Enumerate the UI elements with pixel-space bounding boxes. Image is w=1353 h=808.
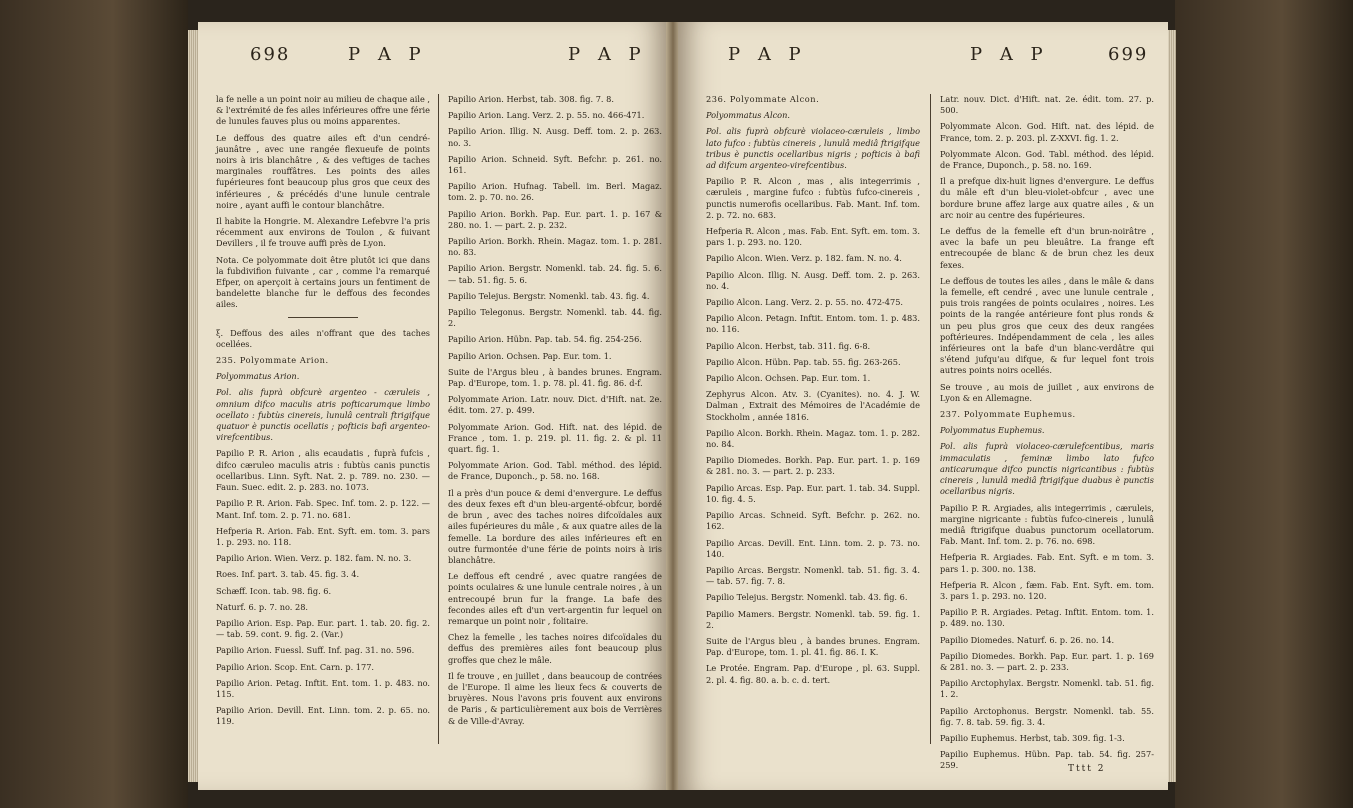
reference: Papilio Alcon. Petagn. Inftit. Entom. tom. 1. p. 483. no. 116.	[706, 313, 920, 335]
reference: Zephyrus Alcon. Atv. 3. (Cyanites). no. 4. J. W. Dalman , Extrait des Mémoires de l'Académie de Stockholm , année 1816.	[706, 389, 920, 422]
reference: Papilio Arion. Schneid. Syft. Befchr. p. 261. no. 161.	[448, 153, 662, 176]
reference: Papilio Arctophylax. Bergstr. Nomenkl. tab. 51. fig. 1. 2.	[940, 678, 1154, 700]
reference: Hefperia R. Alcon , mas. Fab. Ent. Syft. em. tom. 3. pars 1. p. 293. no. 120.	[706, 226, 920, 248]
reference: Polyommate Alcon. God. Tabl. méthod. des lépid. de France, Duponch., p. 58. no. 169.	[940, 148, 1154, 171]
reference: Papilio Arion. Bergstr. Nomenkl. tab. 24. fig. 5. 6. — tab. 51. fig. 5. 6.	[448, 263, 662, 285]
reference: Papilio Alcon. Wien. Verz. p. 182. fam. N. no. 4.	[706, 253, 902, 264]
right-page	[678, 22, 1168, 790]
description-paragraph: Se trouve , au mois de juillet , aux environs de Lyon & en Allemagne.	[940, 381, 1154, 403]
reference: Naturf. 6. p. 7. no. 28.	[216, 601, 309, 612]
reference: Papilio Alcon. Illig. N. Ausg. Deff. tom. 2. p. 263. no. 4.	[706, 269, 920, 291]
right-page-column-1	[706, 94, 920, 691]
left-page	[198, 22, 668, 790]
running-head-left-2: P A P	[568, 44, 647, 65]
species-latin-name: Polyommatus Euphemus.	[940, 425, 1045, 436]
reference: Papilio P. R. Arion. Fab. Spec. Inf. tom. 2. p. 122. — Mant. Inf. tom. 2. p. 71. no. 681.	[216, 498, 430, 520]
reference: Papilio Arion. Herbst, tab. 308. fig. 7. 8.	[448, 94, 614, 104]
column-rule-right	[930, 94, 931, 744]
reference: Roes. Inf. part. 3. tab. 45. fig. 3. 4.	[216, 569, 360, 580]
reference: Papilio Telegonus. Bergstr. Nomenkl. tab. 44. fig. 2.	[448, 307, 662, 329]
description-paragraph: Il a prefque dix-huit lignes d'envergure. Le deffus du mâle eft d'un bleu-violet-obfcur , avec une bordure brune affez large aux quatre ailes , & un arc noir au centre des fupérieures.	[940, 176, 1154, 220]
running-head-left-1: P A P	[348, 44, 427, 65]
species-title: 236. Polyommate Alcon.	[706, 94, 820, 104]
reference: Schæff. Icon. tab. 98. fig. 6.	[216, 585, 332, 596]
reference: Papilio Arion. Devill. Ent. Linn. tom. 2. p. 65. no. 119.	[216, 705, 430, 727]
reference: Papilio Arctophonus. Bergstr. Nomenkl. tab. 55. fig. 7. 8. tab. 59. fig. 3. 4.	[940, 705, 1154, 727]
left-page-column-1	[216, 94, 430, 733]
column-rule-left	[438, 94, 439, 744]
book-cover-left	[0, 0, 188, 808]
page-number-right: 699	[1108, 44, 1149, 65]
reference: Papilio Arion. Petag. Inftit. Ent. tom. 1. p. 483. no. 115.	[216, 677, 430, 699]
description-paragraph: Le deffus de la femelle eft d'un brun-noirâtre , avec la bafe un peu bleuâtre. La frange eft entrecoupée de blanc & de brun chez les deux fexes.	[940, 226, 1154, 270]
reference: Papilio Diomedes. Borkh. Pap. Eur. part. 1. p. 169 & 281. no. 3. — part. 2. p. 233.	[706, 455, 920, 477]
reference: Papilio Alcon. Lang. Verz. 2. p. 55. no. 472-475.	[706, 297, 904, 308]
reference: Papilio Arion. Esp. Pap. Eur. part. 1. tab. 20. fig. 2. — tab. 59. cont. 9. fig. 2. (Var.)	[216, 617, 430, 640]
reference: Papilio Arcas. Esp. Pap. Eur. part. 1. tab. 34. Suppl. 10. fig. 4. 5.	[706, 482, 920, 504]
reference: Papilio Arcas. Devill. Ent. Linn. tom. 2. p. 73. no. 140.	[706, 537, 920, 559]
reference: Le Protée. Engram. Pap. d'Europe , pl. 63. Suppl. 2. pl. 4. fig. 80. a. b. c. d. tert.	[706, 663, 920, 685]
species-title: 237. Polyommate Euphemus.	[940, 409, 1076, 420]
paragraph: la fe nelle a un point noir au milieu de chaque aile , & l'extrémité de fes ailes inférieures offre une férie de lunules fauves plus ou moins apparentes.	[216, 94, 430, 127]
section-divider	[288, 317, 358, 318]
reference: Papilio Arion. Fuessl. Suff. Inf. pag. 31. no. 596.	[216, 645, 415, 656]
reference: Papilio Arcas. Bergstr. Nomenkl. tab. 51. fig. 3. 4. — tab. 57. fig. 7. 8.	[706, 564, 920, 587]
description-paragraph: Chez la femelle , les taches noires difcoïdales du deffus des premières ailes font beaucoup plus groffes que chez le mâle.	[448, 632, 662, 665]
reference: Papilio Arion. Wien. Verz. p. 182. fam. N. no. 3.	[216, 553, 412, 564]
reference: Papilio Mamers. Bergstr. Nomenkl. tab. 59. fig. 1. 2.	[706, 608, 920, 630]
reference: Papilio Arion. Illig. N. Ausg. Deff. tom. 2. p. 263. no. 3.	[448, 126, 662, 148]
section-heading: ξ. Deffous des ailes n'offrant que des taches ocellées.	[216, 327, 430, 349]
reference: Papilio Diomedes. Naturf. 6. p. 26. no. 14.	[940, 634, 1115, 645]
reference: Papilio Arion. Scop. Ent. Carn. p. 177.	[216, 661, 375, 672]
reference: Papilio Euphemus. Herbst, tab. 309. fig. 1-3.	[940, 732, 1125, 743]
reference: Hefperia R. Argiades. Fab. Ent. Syft. e m tom. 3. pars 1. p. 300. no. 138.	[940, 552, 1154, 574]
reference: Papilio Arcas. Schneid. Syft. Befchr. p. 262. no. 162.	[706, 510, 920, 532]
reference: Suite de l'Argus bleu , à bandes brunes. Engram. Pap. d'Europe, tom. 1. pl. 41. fig. 86. I. K.	[706, 635, 920, 658]
reference: Papilio P. R. Argiades, alis integerrimis , cæruleis, margine nigricante : fubtùs fufco-cinereis , lunulâ mediâ ftrigifque duabus punctorum ocellatorum. Fab. Mant. Inf. tom. 2. p. 76. no. 698.	[940, 502, 1154, 547]
paragraph: Il habite la Hongrie. M. Alexandre Lefebvre l'a pris récemment aux environs de Toulon , & fuivant Devillers , il fe trouve auffi près de Lyon.	[216, 216, 430, 249]
description-paragraph: Le deffous de toutes les ailes , dans le mâle & dans la femelle, eft cendré , avec une lunule centrale , puis trois rangées de points oculaires , noires. Les points de la rangée antérieure font plus ronds & un peu plus gros que ceux des deux rangées poftérieures. Indépendamment de cela , les ailes inférieures ont la bafe d'un blanc-verdâtre qui s'étend jufqu'au difque, & fur lequel font trois autres points noirs ocellés.	[940, 275, 1154, 376]
reference: Suite de l'Argus bleu , à bandes brunes. Engram. Pap. d'Europe, tom. 1. p. 78. pl. 41. fig. 86. d-f.	[448, 366, 662, 389]
reference: Papilio Arion. Ochsen. Pap. Eur. tom. 1.	[448, 350, 612, 361]
reference: Papilio P. R. Argiades. Petag. Inftit. Entom. tom. 1. p. 489. no. 130.	[940, 607, 1154, 629]
reference: Papilio Arion. Lang. Verz. 2. p. 55. no. 466-471.	[448, 110, 645, 121]
species-diagnosis: Pol. alis fuprà obfcurè violaceo-cæruleis , limbo lato fufco : fubtùs cinereis , lunulâ mediâ ftrigifque tribus è punctis ocellaribus nigris ; pofticis à bafi ad difcum argenteo-virefcentibus.	[706, 126, 920, 171]
reference: Polyommate Arion. Latr. nouv. Dict. d'Hift. nat. 2e. édit. tom. 27. p. 499.	[448, 394, 662, 416]
reference: Papilio P. R. Alcon , mas , alis integerrimis , cæruleis , margine fufco : fubtùs fufco-cinereis , punctis numerofis ocellaribus. Fab. Mant. Inf. tom. 2. p. 72. no. 683.	[706, 176, 920, 220]
reference: Papilio Telejus. Bergstr. Nomenkl. tab. 43. fig. 4.	[448, 290, 650, 301]
reference: Papilio P. R. Arion , alis ecaudatis , fuprà fufcis , difco cæruleo maculis atris : fubtùs canis punctis ocellaribus. Linn. Syft. Nat. 2. p. 789. no. 230. — Faun. Suec. edit. 2. p. 283. no. 1073.	[216, 448, 430, 493]
reference: Papilio Arion. Borkh. Pap. Eur. part. 1. p. 167 & 280. no. 1. — part. 2. p. 232.	[448, 208, 662, 230]
reference: Hefperia R. Arion. Fab. Ent. Syft. em. tom. 3. pars 1. p. 293. no. 118.	[216, 525, 430, 547]
reference: Papilio Alcon. Ochsen. Pap. Eur. tom. 1.	[706, 373, 871, 384]
page-number-left: 698	[250, 44, 291, 65]
species-diagnosis: Pol. alis fuprà obfcurè argenteo - cæruleis , omnium difco maculis atris pofticarumque limbo ocellato : fubtùs cinereis, lunulâ centrali ftrigifque quatuor è punctis ocellatis ; pofticis bafi argenteo-virefcentibus.	[216, 387, 430, 443]
reference: Papilio Euphemus. Hübn. Pap. tab. 54. fig. 257-259.	[940, 749, 1154, 771]
reference: Polyommate Arion. God. Hift. nat. des lépid. de France , tom. 1. p. 219. pl. 11. fig. 2. & pl. 11 quart. fig. 1.	[448, 421, 662, 455]
species-diagnosis: Pol. alis fuprà violaceo-cærulefcentibus, maris immaculatis , feminæ limbo lato fufco anticarumque difco punctis nigricantibus : fubtùs cinereis , lunulâ mediâ ftrigifque duabus è punctis ocellaribus nigris.	[940, 441, 1154, 497]
reference: Papilio Telejus. Bergstr. Nomenkl. tab. 43. fig. 6.	[706, 592, 908, 603]
reference: Papilio Alcon. Hübn. Pap. tab. 55. fig. 263-265.	[706, 356, 901, 367]
reference: Papilio Diomedes. Borkh. Pap. Eur. part. 1. p. 169 & 281. no. 3. — part. 2. p. 233.	[940, 650, 1154, 672]
signature-mark: Tttt 2	[1068, 764, 1106, 774]
book-cover-right	[1175, 0, 1353, 808]
species-latin-name: Polyommatus Alcon.	[706, 110, 790, 121]
species-title: 235. Polyommate Arion.	[216, 355, 329, 366]
reference: Papilio Arion. Hübn. Pap. tab. 54. fig. 254-256.	[448, 334, 642, 345]
reference: Polyommate Alcon. God. Hift. nat. des lépid. de France, tom. 2. p. 203. pl. Z-XXVI. fig. 1. 2.	[940, 121, 1154, 143]
reference: Papilio Arion. Hufnag. Tabell. im. Berl. Magaz. tom. 2. p. 70. no. 26.	[448, 181, 662, 203]
running-head-right-1: P A P	[728, 44, 807, 65]
reference: Papilio Arion. Borkh. Rhein. Magaz. tom. 1. p. 281. no. 83.	[448, 236, 662, 258]
right-page-column-2	[940, 94, 1154, 777]
reference: Polyommate Arion. God. Tabl. méthod. des lépid. de France, Duponch., p. 58. no. 168.	[448, 460, 662, 482]
left-page-column-2	[448, 94, 662, 732]
page-edges-left	[188, 30, 198, 782]
description-paragraph: Il a près d'un pouce & demi d'envergure. Le deffus des deux fexes eft d'un bleu-argenté-obfcur, bordé de brun , avec des taches noires difcoïdales aux ailes fupérieures du mâle , & aux quatre ailes de la femelle. La bordure des ailes inférieures eft en outre furmontée d'une férie de points noirs à iris blanchâtre.	[448, 487, 662, 565]
running-head-right-2: P A P	[970, 44, 1049, 65]
species-latin-name: Polyommatus Arion.	[216, 371, 300, 382]
reference: Papilio Alcon. Borkh. Rhein. Magaz. tom. 1. p. 282. no. 84.	[706, 427, 920, 450]
reference: Papilio Alcon. Herbst, tab. 311. fig. 6-8.	[706, 340, 871, 351]
paragraph: Le deffous des quatre ailes eft d'un cendré-jaunâtre , avec une rangée flexueufe de points noirs à iris blanchâtre , & des veftiges de taches marginales rouffâtres. Les points des ailes fupérieures font beaucoup plus gros que ceux des inférieures , & précédés d'une lunule centrale noire , ayant auffi le contour blanchâtre.	[216, 132, 430, 210]
paragraph: Nota. Ce polyommate doit être plutôt ici que dans la fubdivifion fuivante , car , comme l'a remarqué Efper, on aperçoit à certains jours un fentiment de bandelette blanche fur le deffous des fecondes ailes.	[216, 254, 430, 310]
reference: Hefperia R. Alcon , fæm. Fab. Ent. Syft. em. tom. 3. pars 1. p. 293. no. 120.	[940, 579, 1154, 601]
reference: Latr. nouv. Dict. d'Hift. nat. 2e. édit. tom. 27. p. 500.	[940, 94, 1154, 116]
description-paragraph: Le deffous eft cendré , avec quatre rangées de points oculaires & une lunule centrale noires , à un entrecoupé brun fur la frange. La bafe des fecondes ailes eft d'un vert-argentin fur lequel on remarque un point noir , folitaire.	[448, 571, 662, 626]
description-paragraph: Il fe trouve , en juillet , dans beaucoup de contrées de l'Europe. Il aime les lieux fecs & couverts de bruyères. Nous l'avons pris fouvent aux environs de Paris , & particulièrement aux bois de Verrières & de Ville-d'Avray.	[448, 670, 662, 726]
